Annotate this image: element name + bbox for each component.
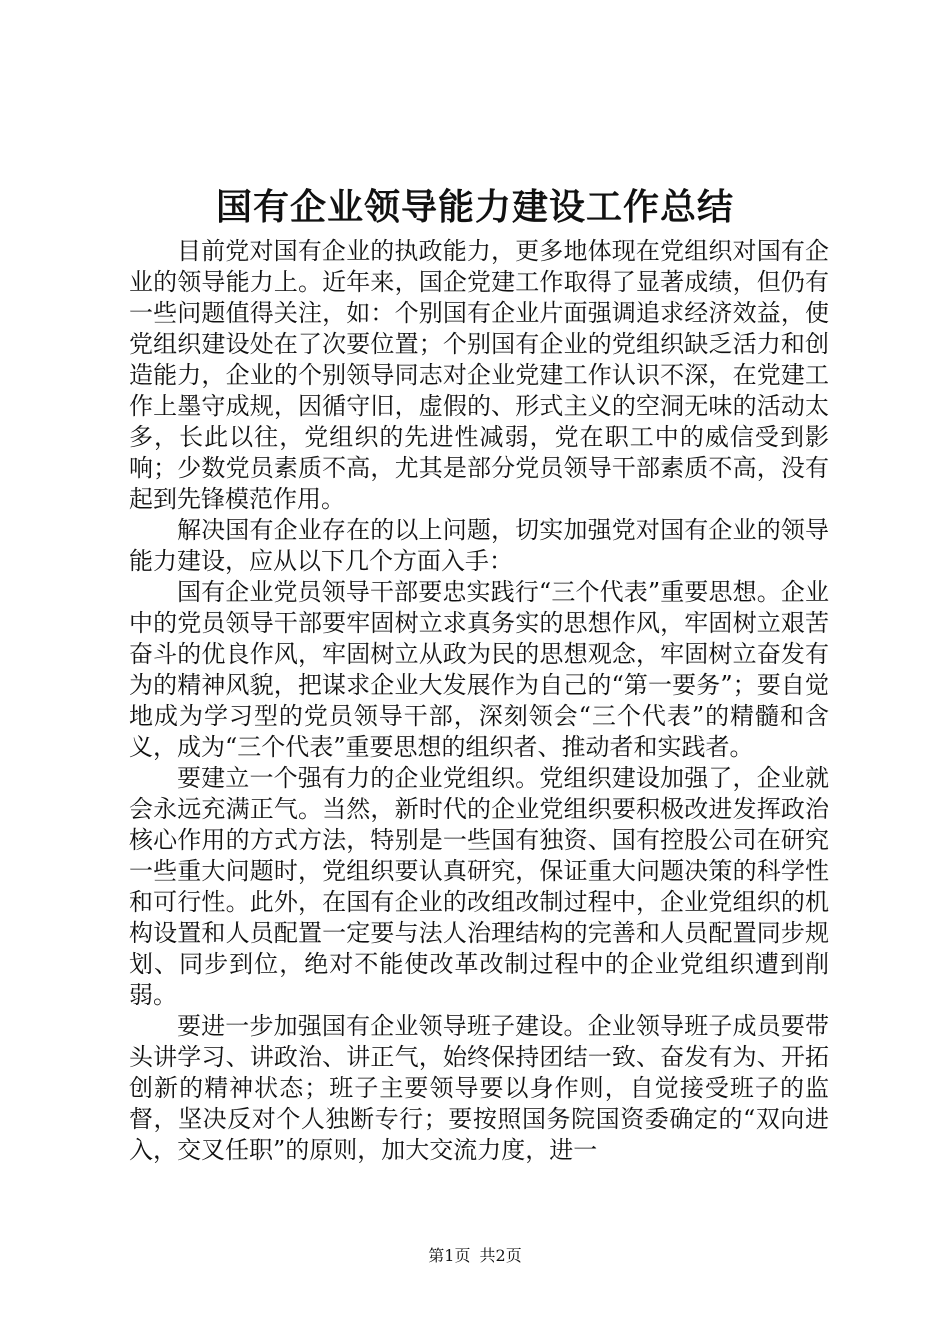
paragraph-4: 要建立一个强有力的企业党组织。党组织建设加强了，企业就会永远充满正气。当然，新时代的企业党组织要积极改进发挥政治核心作用的方式方法，特别是一些国有独资、国有控股公司在研究一些重大问题时，党组织要认真研究，保证重大问题决策的科学性和可行性。此外，在国有企业的改组改制过程中，企业党组织的机构设置和人员配置一定要与法人治理结构的完善和人员配置同步规划、同步到位，绝对不能使改革改制过程中的企业党组织遭到削弱。 [129,764,829,1009]
page-total: 共2页 [479,1246,522,1265]
page-footer [0,1245,950,1267]
paragraph-5: 要进一步加强国有企业领导班子建设。企业领导班子成员要带头讲学习、讲政治、讲正气，始终保持团结一致、奋发有为、开拓创新的精神状态；班子主要领导要以身作则，自觉接受班子的监督，坚决反对个人独断专行；要按照国务院国资委确定的“双向进入，交叉任职”的原则，加大交流力度，进一 [129,1012,829,1164]
page-number: 第1页 [428,1246,471,1265]
document-title: 国有企业领导能力建设工作总结 [215,186,734,228]
paragraph-1: 目前党对国有企业的执政能力，更多地体现在党组织对国有企业的领导能力上。近年来，国企党建工作取得了显著成绩，但仍有一些问题值得关注，如：个别国有企业片面强调追求经济效益，使党组织建设处在了次要位置；个别国有企业的党组织缺乏活力和创造能力，企业的个别领导同志对企业党建工作认识不深，在党建工作上墨守成规，因循守旧，虚假的、形式主义的空洞无味的活动太多，长此以往，党组织的先进性减弱，党在职工中的威信受到影响；少数党员素质不高，尤其是部分党员领导干部素质不高，没有起到先锋模范作用。 [129,237,829,513]
document-body [129,236,829,1166]
paragraph-2: 解决国有企业存在的以上问题，切实加强党对国有企业的领导能力建设，应从以下几个方面入手： [129,516,829,575]
paragraph-3: 国有企业党员领导干部要忠实践行“三个代表”重要思想。企业中的党员领导干部要牢固树立求真务实的思想作风，牢固树立艰苦奋斗的优良作风，牢固树立从政为民的思想观念，牢固树立奋发有为的精神风貌，把谋求企业大发展作为自己的“第一要务”；要自觉地成为学习型的党员领导干部，深刻领会“三个代表”的精髓和含义，成为“三个代表”重要思想的组织者、推动者和实践者。 [129,578,829,761]
